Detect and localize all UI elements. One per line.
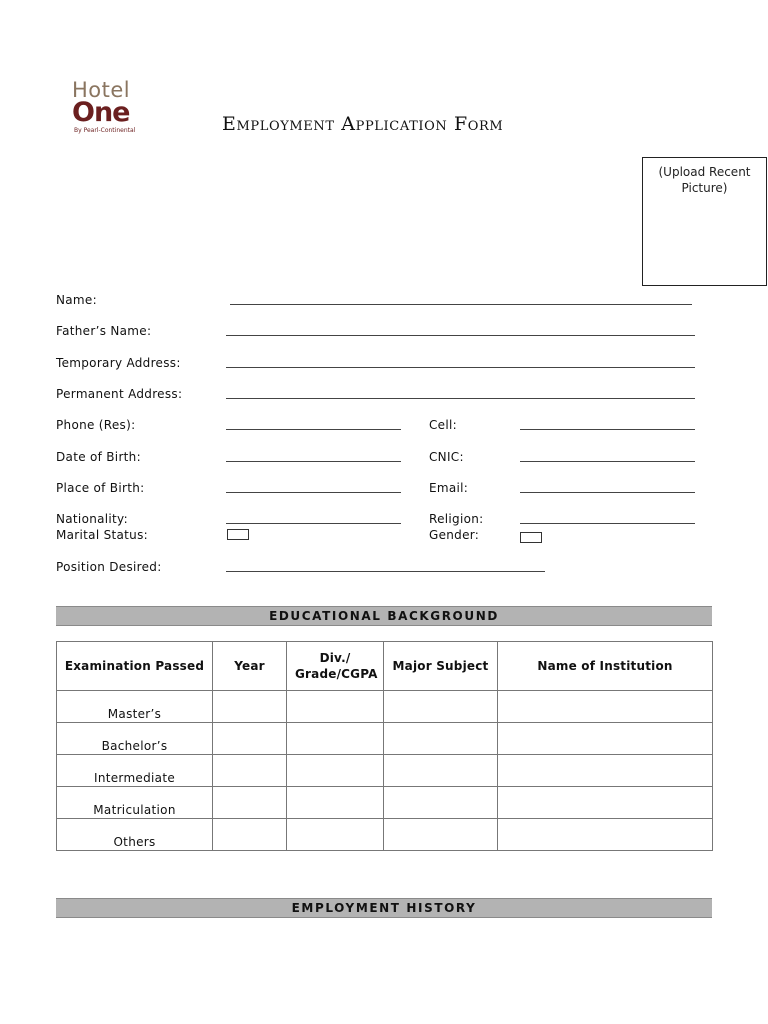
picture-upload-label-line2: Picture) bbox=[681, 181, 728, 195]
cell-major-subject[interactable] bbox=[384, 787, 498, 819]
header-div-grade-cgpa bbox=[287, 642, 384, 691]
cell-institution[interactable] bbox=[498, 787, 713, 819]
cell-major-subject[interactable] bbox=[384, 755, 498, 787]
religion-field[interactable] bbox=[520, 523, 695, 524]
religion-label: Religion: bbox=[429, 512, 484, 526]
cell-grade[interactable] bbox=[287, 691, 384, 723]
row-label-masters bbox=[57, 691, 213, 723]
permanent-address-label: Permanent Address: bbox=[56, 387, 183, 401]
logo-text-hotel: Hotel bbox=[72, 78, 131, 102]
employment-history-header bbox=[56, 898, 712, 918]
header-major-subject: Major Subject bbox=[384, 642, 498, 691]
place-of-birth-field[interactable] bbox=[226, 492, 401, 493]
cell-grade[interactable] bbox=[287, 755, 384, 787]
header-div-grade-cgpa-text: Div./ Grade/CGPA bbox=[295, 651, 378, 681]
table-row bbox=[57, 787, 713, 819]
cell-major-subject[interactable] bbox=[384, 723, 498, 755]
logo-text-one: One bbox=[72, 97, 130, 128]
table-row bbox=[57, 755, 713, 787]
date-of-birth-label: Date of Birth: bbox=[56, 450, 141, 464]
table-row bbox=[57, 723, 713, 755]
email-label: Email: bbox=[429, 481, 469, 495]
cell-year[interactable] bbox=[213, 787, 287, 819]
cell-grade[interactable] bbox=[287, 787, 384, 819]
row-label-intermediate-text: Intermediate bbox=[93, 771, 176, 785]
row-label-intermediate bbox=[57, 755, 213, 787]
row-label-matriculation bbox=[57, 787, 213, 819]
picture-upload-label bbox=[643, 164, 766, 196]
nationality-label: Nationality: bbox=[56, 512, 128, 526]
cell-year[interactable] bbox=[213, 755, 287, 787]
cell-major-subject[interactable] bbox=[384, 691, 498, 723]
email-field[interactable] bbox=[520, 492, 695, 493]
row-label-bachelors-text: Bachelor’s bbox=[101, 739, 168, 753]
cell-year[interactable] bbox=[213, 819, 287, 851]
name-label: Name: bbox=[56, 293, 97, 307]
nationality-field[interactable] bbox=[226, 523, 401, 524]
temporary-address-field[interactable] bbox=[226, 367, 695, 368]
marital-status-checkbox[interactable] bbox=[227, 529, 249, 540]
cell-grade[interactable] bbox=[287, 723, 384, 755]
cell-institution[interactable] bbox=[498, 755, 713, 787]
cell-institution[interactable] bbox=[498, 691, 713, 723]
table-row bbox=[57, 691, 713, 723]
name-field[interactable] bbox=[230, 304, 692, 305]
fathers-name-field[interactable] bbox=[226, 335, 695, 336]
cnic-field[interactable] bbox=[520, 461, 695, 462]
header-examination-passed: Examination Passed bbox=[57, 642, 213, 691]
table-row bbox=[57, 819, 713, 851]
cell-institution[interactable] bbox=[498, 723, 713, 755]
gender-label: Gender: bbox=[429, 528, 480, 542]
picture-upload-box[interactable] bbox=[642, 157, 767, 286]
cell-label: Cell: bbox=[429, 418, 457, 432]
page-title: Employment Application Form bbox=[222, 113, 504, 135]
education-table-header-row bbox=[57, 642, 713, 691]
gender-checkbox[interactable] bbox=[520, 532, 542, 543]
row-label-others bbox=[57, 819, 213, 851]
marital-status-label: Marital Status: bbox=[56, 528, 148, 542]
row-label-bachelors bbox=[57, 723, 213, 755]
educational-background-title: EDUCATIONAL BACKGROUND bbox=[269, 609, 499, 623]
education-table bbox=[56, 641, 713, 851]
place-of-birth-label: Place of Birth: bbox=[56, 481, 145, 495]
header-year: Year bbox=[213, 642, 287, 691]
temporary-address-label: Temporary Address: bbox=[56, 356, 181, 370]
hotel-logo bbox=[72, 78, 162, 138]
logo-tagline: By Pearl-Continental bbox=[74, 127, 136, 134]
employment-history-title: EMPLOYMENT HISTORY bbox=[291, 901, 477, 915]
educational-background-header bbox=[56, 606, 712, 626]
cell-year[interactable] bbox=[213, 723, 287, 755]
row-label-others-text: Others bbox=[113, 835, 156, 849]
header-name-of-institution: Name of Institution bbox=[498, 642, 713, 691]
cnic-label: CNIC: bbox=[429, 450, 464, 464]
phone-res-label: Phone (Res): bbox=[56, 418, 136, 432]
row-label-matriculation-text: Matriculation bbox=[93, 803, 176, 817]
position-desired-label: Position Desired: bbox=[56, 560, 162, 574]
date-of-birth-field[interactable] bbox=[226, 461, 401, 462]
phone-res-field[interactable] bbox=[226, 429, 401, 430]
cell-year[interactable] bbox=[213, 691, 287, 723]
cell-field[interactable] bbox=[520, 429, 695, 430]
position-desired-field[interactable] bbox=[226, 571, 545, 572]
cell-major-subject[interactable] bbox=[384, 819, 498, 851]
fathers-name-label: Father’s Name: bbox=[56, 324, 152, 338]
cell-grade[interactable] bbox=[287, 819, 384, 851]
row-label-masters-text: Master’s bbox=[107, 707, 162, 721]
cell-institution[interactable] bbox=[498, 819, 713, 851]
permanent-address-field[interactable] bbox=[226, 398, 695, 399]
picture-upload-label-line1: (Upload Recent bbox=[658, 165, 751, 179]
